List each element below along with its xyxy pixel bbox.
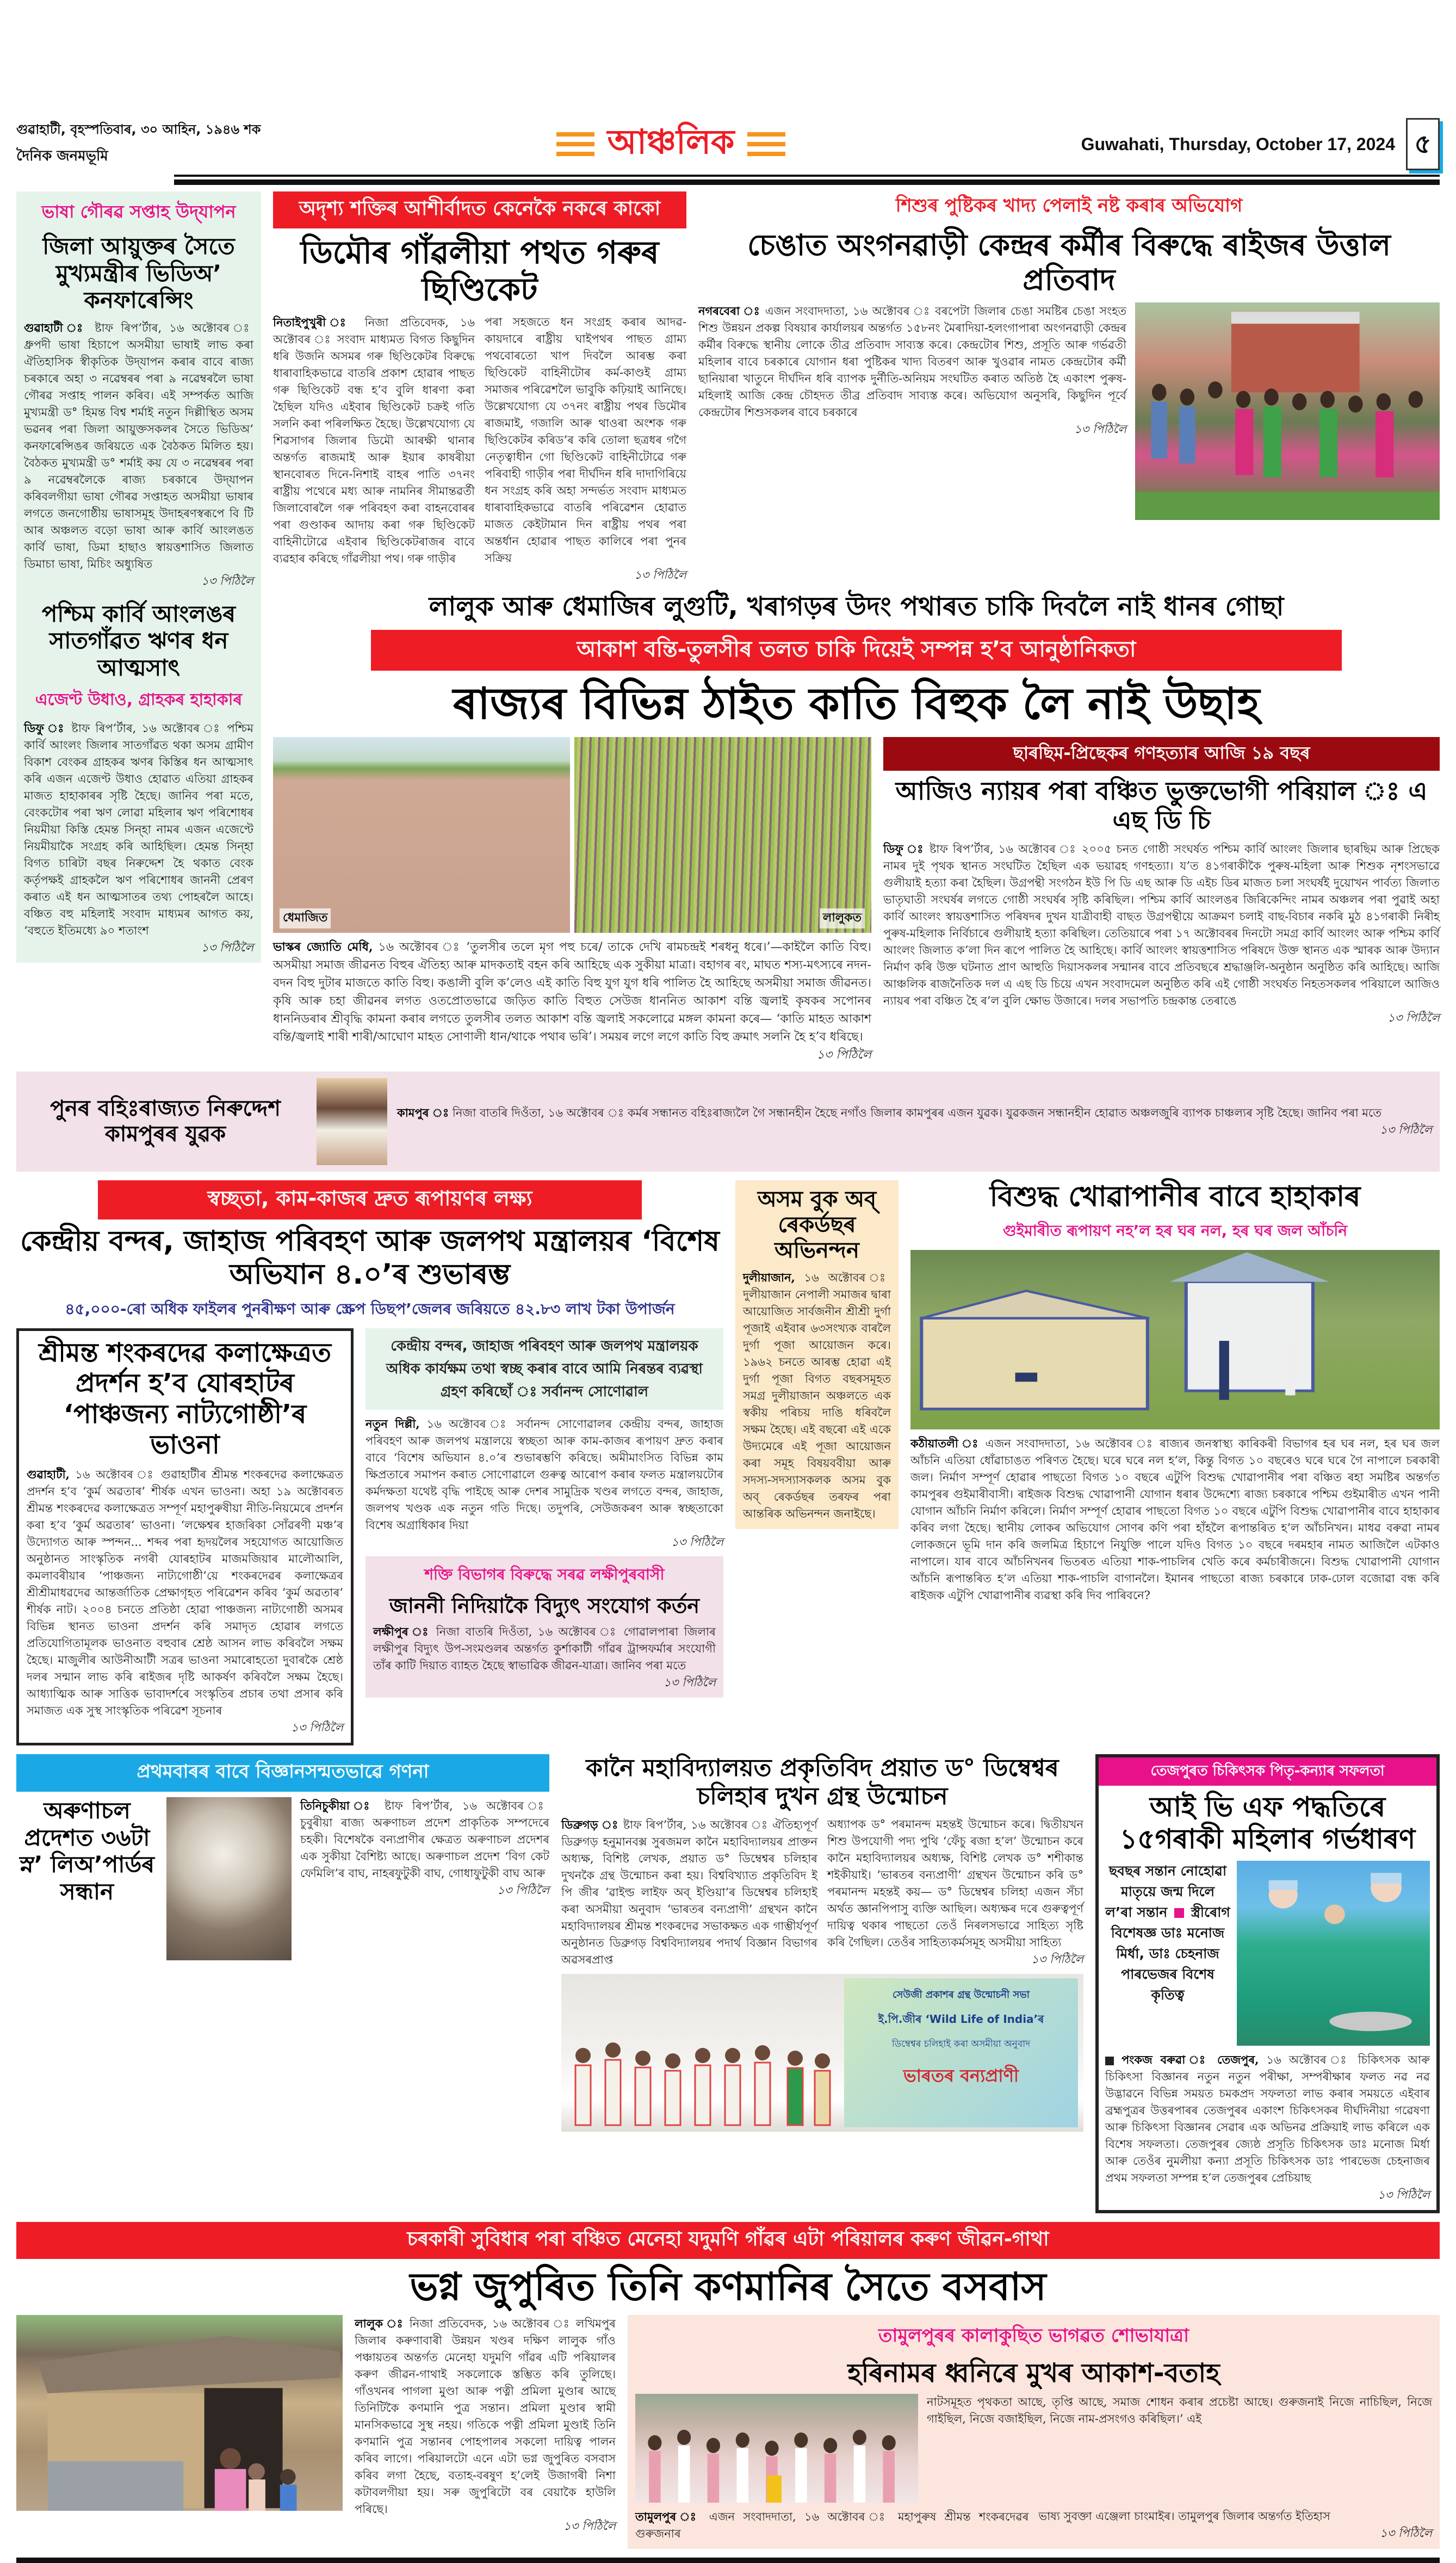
swachhta-lower xyxy=(16,1328,723,1746)
hut-family-illustration xyxy=(16,2315,343,2511)
protest-crowd-illustration xyxy=(1135,302,1440,520)
kati-bihu-photos xyxy=(273,737,871,933)
lakhipur-power-headline: জাননী নিদিয়াকৈ বিদ্যুৎ সংযোগ কৰ্তন xyxy=(389,1593,700,1618)
anganwadi-dateline: নগৰবেৰা ঃ xyxy=(698,304,761,318)
karbi-loan-text: ষ্টাফ ৰিপ’ৰ্টাৰ, ১৬ অক্টোবৰ ঃ পশ্চিম কাৰ্বি আংলং জিলাৰ সাতগাঁৱত থকা অসম গ্ৰামীণ বিকাশ বেংকৰ গ্ৰাহকৰ ঋণৰ কিস্তিৰ ধন আত্মসাৎ কৰি এজন এজেণ্ট উধাও হোৱাত এতিয়া গ্ৰাহকৰ মাজত হাহাকাৰৰ সৃষ্টি হৈছে। জানিব পৰা মতে, বেংকটোৰ পৰা ঋণ লোৱা মহিলাৰ ঋণ পৰিশোধৰ নিয়মীয়া কিস্তি হেমন্ত সিন্‌হা নামৰ এজন এজেণ্টে নিয়মীয়াকৈ সংগ্ৰহ কৰি আহিছিল। হেমন্ত সিন্‌হা বিগত চাৰিটা বছৰ নিৰুদ্দেশ হৈ থকাত বেংক কৰ্তৃপক্ষই গ্ৰাহকলৈ ঋণ পৰিশোধৰ জাননী প্ৰেৰণ কৰাত এই ধন আত্মসাতৰ তথ্য পোহৰলৈ আহে। বঞ্চিত বহু মহিলাই সংবাদ মাধ্যমৰ আগত কয়, ‘বহুতে ইতিমধ্যে ৯০ শতাংশ xyxy=(24,722,253,938)
snow-leopard-kicker: প্ৰথমবাৰৰ বাবে বিজ্ঞানসন্মতভাৱে গণনা xyxy=(16,1754,549,1792)
drinking-water-text: এজন সংবাদদাতা, ১৬ অক্টোবৰ ঃ ৰাজ্যৰ জনস্বাস্থ্য কাৰিকৰী বিভাগৰ হৰ ঘৰ নল, হৰ ঘৰ জল আঁচনি এতিয়া ধোঁৱাচাঙত পৰিণত হৈছে। ঘৰে ঘৰে নল হ’ল, কিন্তু বিগত ১০ বছৰেও ঘৰে ঘৰে গৈ নাপালে চৰকাৰী জল। নিৰ্মাণ সম্পূৰ্ণ হোৱাৰ পাছতো বিগত ১০ বছৰে এটুপি বিশুদ্ধ খোৱাপানীৰ পৰা বঞ্চিত ৰহা সমষ্টিৰ অন্তৰ্গত কামপুৰৰ গুইমাৰীবাসী। ৰাইজক বিশুদ্ধ খোৱাপানী যোগান ধৰাৰ উদ্দেশ্যে ৰাজ্য চৰকাৰে পশ্চিম গুইমাৰীত এখন পানী যোগান আঁচনি নিৰ্মাণ কৰিলে। নিৰ্মাণ সম্পূৰ্ণ হোৱাৰ পাছতো বিগত ১০ বছৰে এটুপি বিশুদ্ধ খোৱাপানীৰ বাবে হাহাকাৰ কৰিব লগা হৈছে। স্থানীয় লোকৰ অভিযোগ সোণৰ কণি পৰা হাঁহলৈ ৰূপান্তৰিত হ’ল আঁচনিখন। মাধৱ বৰুৱা নামৰ লোকজনে ভূমি দান কৰি জলমিত্ৰ হিচাপে নিযুক্তি পালে যদিও বিগত ১০ বছৰে দৰমহাৰ নামত আজিলৈ এটকাও নাপালে। যাৰ বাবে আঁচনিখনৰ ভিতৰত এতিয়া শাক-পাচলিৰ খেতি কৰে কৰ্মচাৰীজনে। বিশুদ্ধ খোৱাপানী যোগান আঁচনি ৰূপান্তৰিত হ’ল এতিয়া শাক-পাচলি বাগানলৈ। ইমানৰ পাছতো ৰাজ্য চৰকাৰে ঢাক-ঢোল বজোৱা বন্ধ কৰি ৰাইজক এটুপি খোৱাপানীৰ ব্যৱস্থা কৰি দিব পাৰিবনে? xyxy=(910,1437,1440,1602)
anganwadi-continued: ১৩ পিঠিলৈ xyxy=(1074,423,1126,436)
kampur-text-beside: নিজা বাতৰি দিওঁতা, ১৬ অক্টোবৰ ঃ কৰ্মৰ সন্ধানত বহিঃৰাজ্যলৈ xyxy=(452,1106,749,1120)
syndicate-body-col2 xyxy=(485,314,686,584)
banner-line1: সেউজী প্ৰকাশৰ গ্ৰন্থ উন্মোচনী সভা xyxy=(893,1989,1030,2001)
masthead-date-assamese: গুৱাহাটী, বৃহস্পতিবাৰ, ৩০ আহিন, ১৯৪৬ শক xyxy=(16,122,261,137)
thansim-headline: আজিও ন্যায়ৰ পৰা বঞ্চিত ভুক্তভোগী পৰিয়াল ঃ এ এছ ডি চি xyxy=(895,776,1428,835)
kanoi-book-columns xyxy=(561,1816,1083,1968)
thansim-text: ষ্টাফ ৰিপ’ৰ্টাৰ, ১৬ অক্টোবৰ ঃ ২০০৫ চনত গোষ্ঠী সংঘৰ্ষত পশ্চিম কাৰ্বি আংলং জিলাৰ ছাৰছিম আৰু প্ৰিছেক নামৰ দুই পৃথক স্থানত সংঘটিত হৈছিল এক ভয়াৱহ গণহত্যা। য’ত ৪১গৰাকীকৈ পুৰুষ-মহিলা আৰু শিশুক নৃশংসভাৱে গুলীয়াই হত্যা কৰা হৈছিল। উগ্ৰপন্থী সংগঠন ইউ পি ডি এছ আৰু ডি এইচ ডিৰ মাজত চলা সংঘৰ্ষই দুয়োখন পাৰ্বত্য জিলাত ভাতৃঘাতী সংঘৰ্ষৰ লগতে গোষ্ঠী সংঘৰ্ষৰ সৃষ্টি কৰিছিল। পশ্চিম কাৰ্বি আংলঙৰ জিৰিকেন্দিং নামৰ অঞ্চলৰ পৰা পুৱাই অহা কাৰ্বি আংলং স্বায়ত্তশাসিত পৰিষদৰ দুখন যাত্ৰীবাহী বাছত উগ্ৰপন্থীয়ে আক্ৰমণ চলাই বাছ-বিচাৰ নকৰি মুঠ ৪১গৰাকী নিৰীহ পুৰুষ-মহিলাক নিৰ্বিচাৰে গুলীয়াই হত্যা কৰিছিল। তেতিয়াৰে পৰা ১৭ অক্টোবৰৰ দিনটো সমগ্ৰ কাৰ্বি আংলং আৰু পশ্চিম কাৰ্বি আংলং জিলাত ক’লা দিন ৰূপে পালিত হৈ আহিছে। কাৰ্বি আংলং স্বায়ত্তশাসিত পৰিষদে উক্ত স্থানত এক স্মাৰক আৰু উদ্যান নিৰ্মাণ কৰি উক্ত ঘটনাত প্ৰাণ আহুতি দিয়াসকলৰ সন্মানৰ বাবে প্ৰতিবছৰে শ্ৰদ্ধাঞ্জলি-অনুষ্ঠান অনুষ্ঠিত কৰি আহিছে। আজি আঞ্চলিক ৰাজনৈতিক দল এ এছ ডি চিয়ে এখন সংবাদমেল অনুষ্ঠিত কৰি এই গোষ্ঠী সংঘৰ্ষত নিহতসকলৰ পৰিয়ালে আজিও ন্যায়ৰ পৰা বঞ্চিত হৈ ৰ’ল বুলি ক্ষোভ উজাৰে। দলৰ সভাপতি চন্দ্ৰকান্ত তেৰাঙে xyxy=(883,843,1440,1008)
kanoi-book-story xyxy=(561,1754,1083,2132)
tamulpur-kicker: তামুলপুৰৰ কালাকুছিত ভাগৱত শোভাযাত্ৰা xyxy=(878,2324,1189,2347)
syndicate-text-col2: পৰা সহজতে ধন সংগ্ৰহ কৰাৰ আদৱ-কায়দাৰে ৰাষ্ট্ৰীয় ঘাইপথৰ পাছত গ্ৰাম্য পথবোৰতো খাপ দিবলৈ আৰম্ভ কৰা ছিণ্ডিকেট বাহিনীটোৰ কৰ্ম-কাণ্ডই গ্ৰাম্য সমাজৰ পৰিৱেশলৈ ভাবুকি কঢ়িয়াই আনিছে। উল্লেখযোগ্য যে ৩৭নং ৰাষ্ট্ৰীয় পথৰ ডিমৌৰ ৰাজমাই, গজালি আৰু থাওৰা অংশক গৰু ছিণ্ডিকেটৰ কৰিড’ৰ কৰি তোলা ছত্ৰধৰ গগৈ নেতৃত্বাধীন গো ছিণ্ডিকেট বাহিনীটোৱে গৰু পৰিবাহী গাড়ীৰ পৰা দীৰ্ঘদিন ধৰি দাদাগিৰিয়ে ধন সংগ্ৰহ কৰি অহা সন্দৰ্ভত সংবাদ মাধ্যমত ধাৰাবাহিকভাৱে বাতৰি পৰিৱেশন হোৱাত মাজত কেইটামান দিন ৰাষ্ট্ৰীয় পথৰ পৰা অন্তৰ্ধান হোৱাৰ পাছত কালিৰে পৰা পুনৰ সক্ৰিয় xyxy=(485,315,686,565)
anganwadi-protest-photo xyxy=(1135,302,1440,520)
drinking-water-headline: বিশুদ্ধ খোৱাপানীৰ বাবে হাহাকাৰ xyxy=(989,1180,1361,1213)
anganwadi-body-row xyxy=(698,302,1440,520)
karbi-loan-continued: ১৩ পিঠিলৈ xyxy=(201,941,253,955)
bhasha-dateline: গুৱাহাটী ঃ xyxy=(24,320,87,335)
lakhipur-power-text: নিজা বাতৰি দিওঁতা, ১৬ অক্টোবৰ ঃ গোৱালপাৰা জিলাৰ লক্ষীপুৰ বিদ্যুৎ উপ-সংমণ্ডলৰ অন্তৰ্গত কুৰ্শাকাটী গাঁৱৰ ট্ৰান্সফৰ্মাৰ সংযোগী তাঁৰ কাটি দিয়াত ব্যাহত হৈছে স্বাভাৱিক জীৱন-যাত্ৰা। জানিব পৰা মতে xyxy=(373,1625,716,1673)
kampur-box xyxy=(16,1072,1440,1172)
snow-leopard-row xyxy=(16,1797,549,1960)
swachhta-story xyxy=(16,1180,723,1745)
syndicate-headline: ডিমৌৰ গাঁৱলীয়া পথত গৰুৰ ছিণ্ডিকেট xyxy=(300,234,659,308)
kampur-body-beside xyxy=(397,1104,1432,1138)
syndicate-kicker: অদৃশ্য শক্তিৰ আশীৰ্বাদত কেনেকৈ নকৰে কাকো xyxy=(273,191,686,228)
band-top xyxy=(16,191,1440,1064)
snow-leopard-photo xyxy=(166,1797,292,1960)
book-release-photo xyxy=(561,1974,1083,2132)
lalukh-caption: লালুকত xyxy=(820,908,865,928)
logo-stripes-right xyxy=(747,132,785,156)
syndicate-columns xyxy=(273,314,686,584)
banner-line4: ভাৰতৰ বন্যপ্ৰাণী xyxy=(903,2065,1019,2086)
kanoi-book-text-col2: অধ্যাপক ড° পৰমানন্দ মহন্তই উন্মোচন কৰে। দ্বিতীয়খন শিশু উপযোগী পদ্য পুথি ‘ফেঁচু ৰজা হ’ল’ উন্মোচন কৰে কানৈ মহাবিদ্যালয়ৰ অধ্যক্ষ, বিশিষ্ট লেখক ড° শশীকান্ত শইকীয়াই। ‘ভাৰতৰ বন্যপ্ৰাণী’ গ্ৰন্থখন উন্মোচন কৰি ড° পৰমানন্দ মহন্তই কয়— ড° ডিম্বেশ্বৰ চলিহা এজন সঁচা অৰ্থত জ্ঞানপিপাসু ব্যক্তি আছিল। অধ্যক্ষৰ দৰে গুৰুত্বপূৰ্ণ দায়িত্ব থকাৰ পাছতো তেওঁ নিৰলসভাৱে সাহিত্য সৃষ্টি কৰি গৈছিল। তেওঁৰ সাহিত্যকৰ্মসমূহ অসমীয়া সাহিত্য xyxy=(827,1817,1083,1949)
bhaona-dateline: গুৱাহাটী, xyxy=(27,1468,70,1482)
syndicate-story xyxy=(273,191,686,584)
banner-line2: ই.পি.জীৰ ‘Wild Life of India’ৰ xyxy=(878,2012,1044,2026)
drinking-water-subhead: গুইমাৰীত ৰূপায়ণ নহ’ল হৰ ঘৰ নল, হৰ ঘৰ জল আঁচনি xyxy=(1002,1222,1348,1240)
kanoi-book-continued: ১৩ পিঠিলৈ xyxy=(1031,1952,1083,1966)
syndicate-text-col1: নিজা প্ৰতিবেদক, ১৬ অক্টোবৰ ঃ সংবাদ মাধ্যমত বিগত কিছুদিন ধৰি উজনি অসমৰ গৰু ছিণ্ডিকেটৰ বিৰুদ্ধে ধাৰাবাহিকভাৱে বাতৰি প্ৰকাশ হোৱাৰ পাছত গৰু ছিণ্ডিকেট বন্ধ হ’ব বুলি ধাৰণা কৰা হৈছিল যদিও এইবাৰ ছিণ্ডিকেট চক্ৰই গতি সলনি কৰা পৰিলক্ষিত হৈছে। উল্লেখযোগ্য যে শিৱসাগৰ জিলাৰ ডিমৌ আৰক্ষী থানাৰ অন্তৰ্গত ৰাজমাই আৰু ইয়াৰ কাষৰীয়া স্থানবোৰত দিনে-নিশাই বাহৰ পাতি ৩৭নং ৰাষ্ট্ৰীয় পথেৰে মধ্য আৰু নামনিৰ সীমান্তৱৰ্তী জিলাবোৰলৈ গৰু পৰিবহণ কৰা বাহনবোৰৰ পৰা গুণ্ডাকৰ আদায় কৰা গৰু ছিণ্ডিকেট বাহিনীটোৱে এইবাৰ ছিণ্ডিকেটৰাজৰ বাবে ব্যৱহাৰ কৰিছে গাঁৱলীয়া পথ। গৰু গাড়ীৰ xyxy=(273,315,475,565)
kati-bihu-text: ১৬ অক্টোবৰ ঃ ‘তুলসীৰ তলে মৃগ পহু চৰে/ তাকে দেখি ৰামচন্দ্ৰই শৰধনু ধৰে।’—কাইলৈ কাতি বিহু। অসমীয়া সমাজ জীৱনত বিহুৰ ঐতিহ্য আৰু মাদকতাই বহন কৰি আহিছে এক সুকীয়া মাত্ৰা। বহাগৰ ৰং, মাঘত শস্য-মৎস্যৰে নদন-বদন বিহু দুটাৰ মাজতে কাতি বিহু। কঙালী বুলি ক’লেও এই কাতি বিহু যুগ যুগ ধৰি পালিত হৈ আহিছে অসমীয়া সমাজ জীৱনত। কৃষি আৰু চহা জীৱনৰ লগত ওতপ্ৰোতভাৱে জড়িত কাতি বিহুত সেউজ ধাননিত আকাশ বন্তি জ্বলাই কৃষকৰ সপোনৰ ধাননিডৰাৰ শ্ৰীবৃদ্ধি কামনা কৰাৰ লগতে তুলসীৰ তলত আকাশ বন্তি জ্বলাই সকলোৱে মঙ্গল কামনা কৰে— ‘কাতি মাহত আকাশ বন্তি/জ্বলাই শাৰী শাৰী/আঘোণ মাহত সোণালী ধান/থাকে পথাৰ ভৰি’। সময়ৰ লগে লগে কাতি বিহু ক্ৰমাৎ সলনি হৈ হ’ব ধৰিছে। xyxy=(273,940,871,1044)
lakhipur-power-dateline: লক্ষীপুৰ ঃ xyxy=(373,1625,431,1639)
masthead-paper-name: দৈনিক জনমভূমি xyxy=(16,148,108,164)
ivf-kicker: তেজপুৰত চিকিৎসক পিতৃ-কন্যাৰ সফলতা xyxy=(1099,1757,1436,1786)
tamulpur-dateline: তামুলপুৰ ঃ xyxy=(635,2510,701,2524)
thansim-continued: ১৩ পিঠিলৈ xyxy=(1387,1011,1440,1025)
page-number: ৫ xyxy=(1414,129,1432,159)
swachhta-headline: কেন্দ্ৰীয় বন্দৰ, জাহাজ পৰিবহণ আৰু জলপথ মন্ত্ৰালয়ৰ ‘বিশেষ অভিযান ৪.০’ৰ শুভাৰম্ভ xyxy=(20,1224,720,1291)
kati-thansim-row xyxy=(273,737,1440,1064)
water-tank-photo xyxy=(910,1250,1440,1429)
swachhta-body xyxy=(365,1415,723,1551)
snow-leopard-story xyxy=(16,1754,549,1960)
lakhipur-power-continued: ১৩ পিঠিলৈ xyxy=(664,1676,716,1689)
dhemaji-field-photo xyxy=(273,737,570,933)
tamulpur-text-col2: ভাষ্য সুবক্তা এঞ্জেলা চাংমাইৰ। তামুলপুৰ জিলাৰ অন্তৰ্গত ইতিহাস xyxy=(1038,2510,1330,2523)
banner-line3: ডিম্বেশ্বৰ চলিহাই কৰা অসমীয়া অনুবাদ xyxy=(891,2038,1031,2050)
broken-hut-photo xyxy=(16,2315,343,2511)
kampur-inner xyxy=(24,1078,1432,1165)
surgeons-illustration xyxy=(1237,1861,1430,2046)
book-of-records-headline: অসম বুক অব্‌ ৰেকৰ্ডছৰ অভিনন্দন xyxy=(757,1186,877,1264)
lakhipur-power-body xyxy=(373,1623,716,1691)
procession-photo xyxy=(635,2394,918,2503)
bhaona-body xyxy=(27,1466,343,1736)
book-of-records-text: ১৬ অক্টোবৰ ঃ দুলীয়াজান নেপালী সমাজৰ দ্বাৰা আয়োজিত সাৰ্বজনীন শ্ৰীশ্ৰী দুৰ্গা পূজাই এইবাৰ ৬৩সংখ্যক বাৰলৈ দুৰ্গা পূজা আয়োজন কৰে। ১৯৬২ চনতে আৰম্ভ হোৱা এই দুৰ্গা পূজা বিগত বছৰসমূহত সমগ্ৰ দুলীয়াজান অঞ্চলতে এক স্বকীয় পৰিচয় দাঙি ধৰিবলৈ সক্ষম হৈছে। এই বছৰো এই একে উদ্যমেৰে এই পূজা আয়োজন কৰা সমূহ বিষয়ববীয়া আৰু সদস্য-সদস্যাসকলক অসম বুক অব্‌ ৰেকৰ্ডছৰ তৰফৰ পৰা আন্তৰিক অভিনন্দন জনাইছে। xyxy=(743,1271,891,1521)
swachhta-dateline: নতুন দিল্লী, xyxy=(365,1416,420,1431)
ivf-subhead-part1: ছবছৰ সন্তান নোহোৱা মাতৃয়ে জন্ম দিলে ল’ৰা সন্তান xyxy=(1105,1863,1227,1921)
syndicate-continued: ১৩ পিঠিলৈ xyxy=(634,568,686,581)
page-bottom-rule xyxy=(16,2558,1440,2563)
karbi-loan-body xyxy=(24,720,253,956)
ivf-subhead-row xyxy=(1105,1861,1430,2046)
page-number-box xyxy=(1406,118,1440,170)
bhasha-body xyxy=(24,319,253,590)
ivf-body xyxy=(1105,2051,1430,2203)
swachhta-subhead: ৪৫,০০০-ৰো অধিক ফাইলৰ পুনৰীক্ষণ আৰু স্ক্ৰেপ ডিছপ’জেলৰ জৰিয়তে ৪২.৮৩ লাখ টকা উপাৰ্জন xyxy=(65,1299,675,1318)
thansim-body xyxy=(883,840,1440,1026)
swachhta-quote-box xyxy=(365,1328,723,1410)
snow-leopard-text: ষ্টাফ ৰিপ’ৰ্টাৰ, ১৬ অক্টোবৰ ঃ চুবুৰীয়া ৰাজ্য অৰুণাচল প্ৰদেশ প্ৰাকৃতিক সম্পদেৰে চহকী। বিশেষকৈ বন্যপ্ৰাণীৰ ক্ষেত্ৰত অৰুণাচল প্ৰদেশৰ এক সুকীয়া বৈশিষ্ট্য আছে। অৰুণাচল প্ৰদেশ ‘বিগ কেট ফেমিলি’ৰ বাঘ, নাহৰফুটুকী বাঘ, গোধাফুটুকী বাঘ আৰু xyxy=(300,1799,549,1880)
syndicate-anganwadi-row xyxy=(273,191,1440,584)
snow-leopard-continued: ১৩ পিঠিলৈ xyxy=(497,1884,549,1897)
bhasha-text: ষ্টাফ ৰিপ’ৰ্টাৰ, ১৬ অক্টোবৰ ঃ ধ্ৰুপদী ভাষা হিচাপে অসমীয়া ভাষাই লাভ কৰা ঐতিহাসিক স্বীকৃতিক উদ্‌যাপন কৰাৰ বাবে ৰাজ্য চৰকাৰে অহা ৩ নৱেম্বৰৰ পৰা ৯ নৱেম্বৰলৈ ভাষা গৌৰৱ সপ্তাহ পালন কৰিব। এই সম্পৰ্কত আজি মুখ্যমন্ত্ৰী ড° হিমন্ত বিশ্ব শৰ্মাই নতুন দিল্লীস্থিত অসম ভৱনৰ পৰা জিলা আয়ুক্তসকলৰ সৈতে ভিডিঅ’ কনফাৰেন্সিঙৰ জৰিয়তে এক বৈঠকত মিলিত হয়। বৈঠকত মুখ্যমন্ত্ৰী ড° শৰ্মাই কয় যে ৩ নৱেম্বৰৰ পৰা ৯ নৱেম্বৰলৈকে ৰাজ্য চৰকাৰে উদ্‌যাপন কৰিবলগীয়া ভাষা গৌৰৱ সপ্তাহত অসমীয়া ভাষাৰ লগতে জনগোষ্ঠীয় ভাষাসমূহ উদাহৰণস্বৰূপে বি টি আৰ অঞ্চলত বড়ো ভাষা আৰু কাৰ্বি আংলঙত কাৰ্বি ভাষা, ডিমা হাছাও স্বায়ত্তশাসিত জিলাত ডিমাচা ভাষা, মিচিং অধ্যুষিত xyxy=(24,321,254,571)
drinking-water-body xyxy=(910,1435,1440,1604)
kati-bihu-continued: ১৩ পিঠিলৈ xyxy=(816,1048,871,1062)
thansim-story xyxy=(883,737,1440,1027)
lakhipur-power-kicker: শক্তি বিভাগৰ বিৰুদ্ধে সৰৱ লক্ষীপুৰবাসী xyxy=(424,1565,665,1583)
snow-leopard-body xyxy=(300,1797,549,1899)
ivf-subhead-part2: স্ত্ৰীৰোগ বিশেষজ্ঞ ডাঃ মনোজ মিৰ্ধা, ডাঃ চেহনাজ পাৰভেজৰ বিশেষ কৃতিত্ব xyxy=(1111,1904,1230,2003)
swachhta-right xyxy=(365,1328,723,1698)
tamulpur-continued: ১৩ পিঠিলৈ xyxy=(1380,2527,1432,2540)
bhasha-continued: ১৩ পিঠিলৈ xyxy=(201,574,253,587)
drinking-water-story xyxy=(910,1180,1440,1604)
jadumoni-continued: ১৩ পিঠিলৈ xyxy=(563,2519,616,2533)
swachhta-text: ১৬ অক্টোবৰ ঃ সৰ্বানন্দ সোণোৱালৰ কেন্দ্ৰীয় বন্দৰ, জাহাজ পৰিবহণ আৰু জলপথ মন্ত্ৰালয়ে স্বচ্ছতা আৰু কাম-কাজৰ ৰূপায়ণ দ্ৰুত কৰাৰ বাবে ‘বিশেষ অভিযান ৪.০’ৰ শুভাৰম্ভণি কৰিছে। অমীমাংসিত বিভিন্ন কাম ক্ষিপ্ৰতাৰে সমাপন কৰাত সোণোৱালে গুৰুত্ব আৰোপ কৰাৰ ফলত মন্ত্ৰালয়টোৰ কৰ্মদক্ষতা যথেষ্ট বৃদ্ধি পাইছে আৰু দেশৰ সামুদ্ৰিক খণ্ডৰ লগতে বন্দৰ, জাহাজ, জলপথ খণ্ডক এক নতুন গতি দিছে। তদুপৰি, সেউজকৰণ আৰু স্বচ্ছতাকো বিশেষ অগ্ৰাধিকাৰ দিয়া xyxy=(365,1417,723,1532)
masthead xyxy=(16,117,1440,171)
kampur-continued: ১৩ পিঠিলৈ xyxy=(1380,1123,1432,1137)
bhaona-headline: শ্ৰীমন্ত শংকৰদেৱ কলাক্ষেত্ৰত প্ৰদৰ্শন হ’ব যোৰহাটৰ ‘পাঞ্চজন্য নাট্যগোষ্ঠী’ৰ ভাওনা xyxy=(38,1337,332,1460)
tamulpur-headline: হৰিনামৰ ধ্বনিৰে মুখৰ আকাশ-বতাহ xyxy=(847,2357,1220,2388)
masthead-date-english: Guwahati, Thursday, October 17, 2024 xyxy=(1081,134,1395,154)
band-bottom xyxy=(16,2222,1440,2549)
bhaona-box xyxy=(16,1328,354,1746)
kampur-dateline: কামপুৰ ঃ xyxy=(397,1106,449,1120)
book-release-banner xyxy=(844,1978,1078,2127)
karbi-loan-dateline: ডিফু ঃ xyxy=(24,721,66,735)
lakhipur-power-box xyxy=(365,1556,723,1698)
anganwadi-body xyxy=(698,302,1126,438)
jadumoni-kicker: চৰকাৰী সুবিধাৰ পৰা বঞ্চিত মেনেহা যদুমণি গাঁৱৰ এটা পৰিয়ালৰ কৰুণ জীৱন-গাথা xyxy=(16,2222,1440,2259)
book-of-records-dateline: দুলীয়াজান, xyxy=(743,1271,795,1285)
procession-crowd-illustration xyxy=(635,2394,918,2503)
lakhimpur-line-headline: লালুক আৰু ধেমাজিৰ লুগুটি, খৰাগড়ৰ উদং পথাৰত চাকি দিবলৈ নাই ধানৰ গোছা xyxy=(429,591,1284,622)
bhaona-continued: ১৩ পিঠিলৈ xyxy=(291,1721,343,1735)
logo-stripes-left xyxy=(556,132,594,156)
thansim-dateline: ডিফু ঃ xyxy=(883,842,925,856)
anganwadi-story xyxy=(698,191,1440,520)
tamulpur-text-col1: এজন সংবাদদাতা, ১৬ অক্টোবৰ ঃ মহাপুৰুষ শ্ৰীমন্ত শংকৰদেৱৰ গুৰুজনাৰ xyxy=(635,2510,1029,2541)
tamulpur-body-beside xyxy=(927,2394,1432,2428)
anganwadi-kicker: শিশুৰ পুষ্টিকৰ খাদ্য পেলাই নষ্ট কৰাৰ অভিযোগ xyxy=(895,195,1243,216)
ivf-box xyxy=(1095,1754,1440,2213)
kampur-youth-photo xyxy=(317,1078,387,1165)
kampur-headline: পুনৰ বহিঃৰাজ্যত নিৰুদ্দেশ কামপুৰৰ যুৱক xyxy=(50,1095,281,1147)
kati-bihu-body xyxy=(273,938,871,1064)
anganwadi-text: এজন সংবাদদাতা, ১৬ অক্টোবৰ ঃ বৰপেটা জিলাৰ চেঙা সমষ্টিৰ চেঙা সংহত শিশু উন্নয়ন প্ৰকল্প বিষয়াৰ কাৰ্যালয়ৰ অন্তৰ্গত ১৫৮নং মৈৰাদিয়া-হলংগাপাৰা অংগনৱাড়ী কেন্দ্ৰৰ কৰ্মীৰ বিৰুদ্ধে স্থানীয় লোকে তীব্ৰ প্ৰতিবাদ সাব্যস্ত কৰে। কেন্দ্ৰটোৰ শিশু, প্ৰসূতি আৰু গৰ্ভৱতী মহিলাৰ বাবে চৰকাৰে যোগান ধৰা পুষ্টিকৰ খাদ্য বিতৰণ আৰু খুওৱাৰ নামত কেন্দ্ৰটোৰ কৰ্মী ছানিয়াৰা খাতুনে দীৰ্ঘদিন ধৰি ব্যাপক দুৰ্নীতি-অনিয়ম সংঘটিত কৰাত অতিষ্ঠ হৈ একাংশ পুৰুষ-মহিলাই আজি কেন্দ্ৰ চৌহদত তীব্ৰ প্ৰতিবাদ সাব্যস্ত কৰে। অভিযোগ অনুসৰি, কিছুদিন পূৰ্বে কেন্দ্ৰটোৰ শিশুসকলৰ বাবে চৰকাৰে xyxy=(698,305,1126,419)
band-top-right xyxy=(273,191,1440,1064)
section-logo xyxy=(556,116,786,172)
drinking-water-dateline: কঠীয়াতলী ঃ xyxy=(910,1437,980,1451)
ivf-continued: ১৩ পিঠিলৈ xyxy=(1378,2188,1430,2202)
tamulpur-col1 xyxy=(635,2508,1029,2542)
thansim-kicker: ছাৰছিম-প্ৰিছেকৰ গণহত্যাৰ আজি ১৯ বছৰ xyxy=(883,737,1440,771)
bhaona-text: ১৬ অক্টোবৰ ঃ গুৱাহাটীৰ শ্ৰীমন্ত শংকৰদেৱ কলাক্ষেত্ৰত প্ৰদৰ্শন হ’ব ‘কুৰ্ম অৱতাৰ’ শীৰ্ষক এখন ভাওনা। অহা ১৯ অক্টোবৰত শ্ৰীমন্ত শংকৰদেৱ কলাক্ষেত্ৰত সম্পূৰ্ণ মহাপুৰুষীয়া নীতি-নিয়মেৰে প্ৰদৰ্শন কৰা হ’ব ‘কুৰ্ম অৱতাৰ’ ভাওনা। ‘লক্ষেশ্বৰ হাজৰিকা সোঁৱৰণী মঞ্চ’ৰ উদ্যোগত আৰু স্পন্দন... শব্দৰ পৰা হৃদয়লৈৰ সহযোগত আয়োজিত অনুষ্ঠানত সাংস্কৃতিক নগৰী যোৰহাটৰ মাজমজিয়াৰ মালৌআলি, কমলাবৰীয়াৰ ‘পাঞ্চজন্য নাট্যগোষ্ঠী’য়ে শংকৰদেৱৰ কলাক্ষেত্ৰৰ শ্ৰীশ্ৰীমাধৱদেৱ আন্তৰ্জাতিক প্ৰেক্ষাগৃহত পৰিৱেশন কৰিব ‘কুৰ্ম অৱতাৰ’ শীৰ্ষক নাট। ২০০৪ চনতে প্ৰতিষ্ঠা হোৱা পাঞ্চজন্য নাট্যগোষ্ঠী অসমৰ বিভিন্ন স্থানত ভাওনা প্ৰদৰ্শন কৰি সমাদৃত হোৱাৰ লগতে প্ৰতিযোগিতামূলক ভাওনাত বহুবাৰ শ্ৰেষ্ঠ আসন লাভ কৰিবলৈ সক্ষম হৈছে। মাজুলীৰ আউনীআটী সত্ৰৰ ভাওনা সমাৰোহতো দুবাৰকৈ শ্ৰেষ্ঠ দলৰ সন্মান লাভ কৰি ৰাইজৰ দৃষ্টি আকৰ্ষণ কৰিবলৈ সক্ষম হৈছে। আধ্যাত্মিক আৰু সাত্তিক ভাবাদৰ্শৰে সংস্কৃতিৰ প্ৰচাৰ তথা প্ৰসাৰ কৰি সমাজত এক সুস্থ সাংস্কৃতিক পৰিৱেশ সূচনাৰ xyxy=(27,1468,343,1718)
ivf-headline: আই ভি এফ পদ্ধতিৰে ১৫গৰাকী মহিলাৰ গৰ্ভধাৰণ xyxy=(1119,1791,1416,1855)
syndicate-body-col1 xyxy=(273,314,475,567)
water-tank-illustration xyxy=(910,1250,1440,1429)
band-lower xyxy=(16,1754,1440,2213)
tamulpur-row xyxy=(635,2394,1432,2503)
band-middle xyxy=(16,1180,1440,1745)
band-kampur xyxy=(16,1072,1440,1172)
bhasha-box xyxy=(16,191,261,963)
tamulpur-text-beside: নাটসমূহত পৃথকতা আছে, তৃপ্তি আছে, সমাজ শোধন কৰাৰ প্ৰচেষ্টা আছে। গুৰুজনাই নিজে নাচিছিল, নিজে গাইছিল, নিজে বজাইছিল, নিজে নাম-প্ৰসংগও কৰিছিল।’ এই xyxy=(927,2395,1432,2426)
kanoi-book-dateline: ডিব্ৰুগড় ঃ xyxy=(561,1817,619,1831)
lalukh-field-photo xyxy=(574,737,871,933)
kanoi-book-text-col1: ষ্টাফ ৰিপ’ৰ্টাৰ, ১৬ অক্টোবৰ ঃ ঐতিহ্যপূৰ্ণ ডিব্ৰুগড় হনুমানবক্স সুৰজমল কানৈ মহাবিদ্যালয়ৰ প্ৰাক্তন অধ্যক্ষ, বিশিষ্ট লেখক, প্ৰয়াত ড° ডিম্বেশ্বৰ চলিহাৰ দুখনকৈ গ্ৰন্থ উন্মোচন কৰা হয়। বিশ্ববিখ্যাত প্ৰকৃতিবিদ ই পি জীৰ ‘ৱাইল্ড লাইফ অব্‌ ইণ্ডিয়া’ৰ ডিম্বেশ্বৰ চলিহাই কৰা অসমীয়া অনুবাদ ‘ভাৰতৰ বন্যপ্ৰাণী’ গ্ৰন্থখন কানৈ মহাবিদ্যালয়ৰ শ্ৰীমন্ত শংকৰদেৱ সভাকক্ষত এক গাম্ভীৰ্যপূৰ্ণ অনুষ্ঠানত ডিব্ৰুগড় বিশ্ববিদ্যালয়ৰ পদাৰ্থ বিজ্ঞান বিভাগৰ অৱসৰপ্ৰাপ্ত xyxy=(561,1818,817,1966)
kati-bihu-kicker: আকাশ বন্তি-তুলসীৰ তলত চাকি দিয়েই সম্পন্ন হ’ব আনুষ্ঠানিকতা xyxy=(371,630,1342,671)
bhasha-headline: জিলা আয়ুক্তৰ সৈতে মুখ্যমন্ত্ৰীৰ ভিডিঅ’ কনফাৰেন্সিং xyxy=(42,233,235,314)
karbi-loan-headline: পশ্চিম কাৰ্বি আংলঙৰ সাতগাঁৱত ঋণৰ ধন আত্মসাৎ xyxy=(41,600,236,681)
ivf-dateline: পংকজ বৰুৱা ঃ তেজপুৰ, xyxy=(1122,2053,1259,2067)
kati-bihu-headline: ৰাজ্যৰ বিভিন্ন ঠাইত কাতি বিহুক লৈ নাই উছাহ xyxy=(453,678,1260,729)
kati-bihu-dateline: ভাস্কৰ জ্যোতি মেধি, xyxy=(273,939,373,954)
swachhta-kicker: স্বচ্ছতা, কাম-কাজৰ দ্ৰুত ৰূপায়ণৰ লক্ষ্য xyxy=(98,1180,642,1219)
masthead-rule-thin xyxy=(174,175,1440,177)
swachhta-quote: কেন্দ্ৰীয় বন্দৰ, জাহাজ পৰিবহণ আৰু জলপথ মন্ত্ৰালয়ক অধিক কাৰ্যক্ষম তথা স্বচ্ছ কৰাৰ বাবে আমি নিৰন্তৰ ব্যৱস্থা গ্ৰহণ কৰিছোঁ ঃ সৰ্বানন্দ সোণোৱাল xyxy=(386,1338,703,1400)
kati-bihu-story xyxy=(273,737,871,1064)
syndicate-dateline: নিতাইপুখুৰী ঃ xyxy=(273,315,354,329)
kanoi-book-headline: কানৈ মহাবিদ্যালয়ত প্ৰকৃতিবিদ প্ৰয়াত ড° ডিম্বেশ্বৰ চলিহাৰ দুখন গ্ৰন্থ উন্মোচন xyxy=(586,1754,1059,1811)
jadumoni-text: নিজা প্ৰতিবেদক, ১৬ অক্টোবৰ ঃ লখিমপুৰ জিলাৰ কৰুণাবাৰী উন্নয়ন খণ্ডৰ দক্ষিণ লালুক গাঁও পঞ্চায়তৰ অন্তৰ্গত মেনেহা যদুমণি গাঁৱৰ এটি পৰিয়ালৰ কৰুণ জীৱন-গাথাই সকলোকে স্তম্ভিত কৰি তুলিছে। গাঁওখনৰ পাগলা মুণ্ডা আৰু পত্নী প্ৰমিলা মুণ্ডাৰ আছে তিনিটিকৈ কণমানি পুত্ৰ সন্তান। প্ৰমিলা মুণ্ডাৰ স্বামী মানসিকভাৱে সুস্থ নহয়। গতিকে পত্নী প্ৰমিলা মুণ্ডাই তিনি কণমানি পুত্ৰ সন্তানৰ পোহপালৰ সকলো দায়িত্ব পালন কৰিব লাগে। পৰিয়ালটো এনে এটা ভগ্ন জুপুৰিত বসবাস কৰিব লগা হৈছে, বতাহ-বৰষুণ হ’লেই উজাগৰী নিশা কটাবলগীয়া হয়। সৰু জুপুৰিটো বৰ বেয়াকৈ হাউলি পৰিছে। xyxy=(355,2317,616,2516)
section-title: আঞ্চলিক xyxy=(607,121,735,162)
dhemaji-caption: ধেমাজিত xyxy=(280,908,331,928)
book-of-records-box xyxy=(735,1180,899,1530)
ivf-bullet-black xyxy=(1105,2057,1114,2065)
jadumoni-tamulpur-row xyxy=(16,2315,1440,2549)
bhasha-kicker: ভাষা গৌৰৱ সপ্তাহ উদ্‌যাপন xyxy=(41,201,236,222)
anganwadi-headline: চেঙাত অংগনৱাড়ী কেন্দ্ৰৰ কৰ্মীৰ বিৰুদ্ধে ৰাইজৰ উত্তাল প্ৰতিবাদ xyxy=(747,228,1391,297)
swachhta-continued: ১৩ পিঠিলৈ xyxy=(671,1535,723,1549)
tamulpur-col2 xyxy=(1039,2508,1433,2542)
karbi-loan-subhead: এজেণ্ট উধাও, গ্ৰাহকৰ হাহাকাৰ xyxy=(35,690,243,710)
ivf-subhead xyxy=(1105,1861,1230,2005)
jadumoni-body xyxy=(355,2315,616,2535)
kampur-text: গৈ সন্ধানহীন হৈছে নগাঁও জিলাৰ কামপুৰৰ এজন যুৱক। যুৱকজন সন্ধানহীন হোৱাত অঞ্চলজুৰি ব্যাপক চাঞ্চল্যৰ সৃষ্টি হৈছে। জানিব পৰা মতে xyxy=(753,1106,1382,1120)
snow-leopard-dateline: তিনিচুকীয়া ঃ xyxy=(300,1799,375,1813)
jadumoni-headline: ভগ্ন জুপুৰিত তিনি কণমানিৰ সৈতে বসবাস xyxy=(410,2264,1046,2310)
ivf-bullet-square xyxy=(1174,1908,1184,1918)
tamulpur-box xyxy=(628,2315,1440,2549)
tamulpur-columns xyxy=(635,2508,1432,2542)
ivf-text: ১৬ অক্টোবৰ ঃ চিকিৎসক আৰু চিকিৎসা বিজ্ঞানৰ নতুন নতুন পৰীক্ষা, সম্পৰীক্ষাৰ ফলত নৱ নৱ উদ্ভাৱনে বিভিন্ন সময়ত চমকপ্ৰদ সফলতা লাভ কৰাৰ সময়তে এইবাৰ ব্ৰহ্মপুত্ৰৰ উত্তৰপাৰৰ তেজপুৰৰ একাংশ চিকিৎসকৰ দীৰ্ঘদিনীয়া গৱেষণা আৰু চিকিৎসা বিজ্ঞানৰ সেৱাৰ এক অভিনৱ প্ৰক্ৰিয়াই লাভ কৰিলে এক বিশেষ সফলতা। তেজপুৰৰ জ্যেষ্ঠ প্ৰসূতি চিকিৎসক ডাঃ মনোজ মিৰ্ধা আৰু তেওঁৰ নুমলীয়া কন্যা প্ৰসূতি চিকিৎসক ডাঃ পাৰভেজ চেহনাজৰ প্ৰথম সফলতা সম্পন্ন হ’ল তেজপুৰৰ প্ৰেচিয়াছ xyxy=(1105,2053,1430,2185)
kanoi-book-col2 xyxy=(827,1816,1083,1968)
kanoi-book-col1 xyxy=(561,1816,817,1968)
masthead-rule-thick xyxy=(174,179,1440,185)
book-of-records-body xyxy=(743,1269,891,1522)
jadumoni-dateline: লালুক ঃ xyxy=(355,2316,405,2330)
snow-leopard-headline: অৰুণাচল প্ৰদেশত ৩৬টা স্ন’ লিঅ’পাৰ্ডৰ সন্ধান xyxy=(19,1797,155,1905)
ivf-surgery-photo xyxy=(1237,1861,1430,2046)
